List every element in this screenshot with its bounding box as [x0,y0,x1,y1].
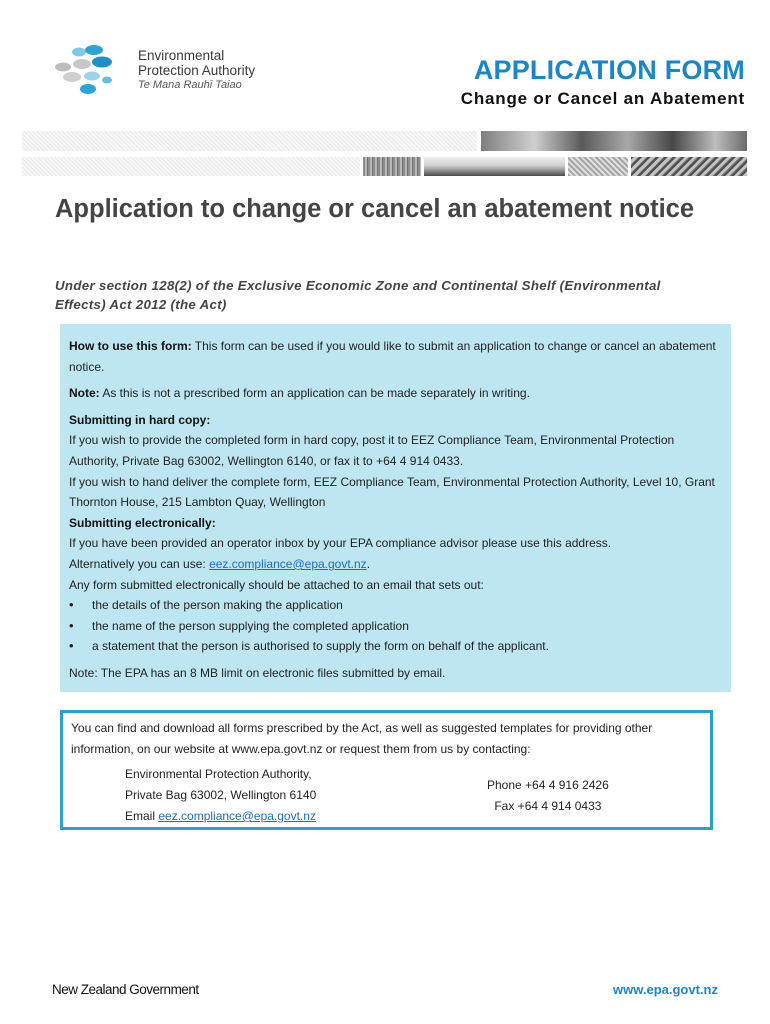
intro-text: This form can be used if you would like to submit an application to change or cancel an abatement notice. [69,339,716,374]
contact-email-line: Email eez.compliance@epa.govt.nz [125,809,316,823]
contact-intro: You can find and download all forms prescribed by the Act, as well as suggested templates for providing other information, on our website at www.epa.govt.nz or request them from us by contacting: [71,721,653,756]
list-item: • the details of the person making the application [69,595,722,616]
alternative-email: Alternatively you can use: eez.compliance@epa.govt.nz. [69,556,371,571]
page-subtitle: Under section 128(2) of the Exclusive Economic Zone and Continental Shelf (Environmental Effects) Act 2012 (the Act) [55,278,661,312]
contact-fax: Fax +64 4 914 0433 [494,799,602,813]
banner-photo-sky [424,157,565,176]
compliance-email-link[interactable]: eez.compliance@epa.govt.nz [209,556,367,571]
note-paragraph [69,383,722,404]
banner-photo-texture [363,157,421,176]
contact-email-link[interactable]: eez.compliance@epa.govt.nz [158,809,316,823]
contact-panel [60,710,713,830]
contact-address-block [125,764,316,827]
how-to-use-panel [60,324,731,692]
note-label: Note: [69,386,100,401]
page-title: Application to change or cancel an abatement notice [55,195,695,223]
contact-address: Private Bag 63002, Wellington 6140 [125,788,317,802]
footer-website-link[interactable]: www.epa.govt.nz [613,982,718,997]
email-intro: Any form submitted electronically should be attached to an email that sets out: [69,577,484,592]
banner-texture-strip [22,131,477,151]
hard-copy-post: If you wish to provide the completed form in hard copy, post it to EEZ Compliance Team, Environmental Protection Authority, Private Bag 63002, Wellington 6140, or fax it to +64 4 914 0433. [69,433,675,468]
form-subtitle: Change or Cancel an Abatement [460,89,745,108]
logo-text [138,48,255,93]
contact-phone-block [487,775,609,817]
list-item: • a statement that the person is authorised to supply the form on behalf of the applicant. [69,636,722,657]
form-title: APPLICATION FORM [473,55,745,85]
intro-label: How to use this form: [69,339,192,353]
logo-tagline: Te Mana Rauhī Taiao [138,79,242,91]
epa-logo-mark-icon [55,45,112,94]
electronic-inbox: If you have been provided an operator inbox by your EPA compliance advisor please use this address. [69,536,612,551]
file-size-note: Note: The EPA has an 8 MB limit on electronic files submitted by email. [69,665,446,680]
contact-phone: Phone +64 4 916 2426 [487,778,609,792]
hard-copy-deliver: If you wish to hand deliver the complete form, EEZ Compliance Team, Environmental Protection Authority, Level 10, Grant Thornton House, 215 Lambton Quay, Wellington [69,474,715,510]
list-item: • the name of the person supplying the completed application [69,616,722,637]
banner-texture-strip [22,157,360,176]
hard-copy-heading: Submitting in hard copy: [69,412,211,427]
email-requirements-list [69,595,722,657]
intro-paragraph [69,336,722,377]
banner-photo-clouds [481,131,747,151]
contact-org: Environmental Protection Authority, [125,767,312,781]
electronic-heading: Submitting electronically: [69,515,216,530]
logo-line-2: Protection Authority [138,63,256,78]
nz-government-logo: New Zealand Government [52,982,199,997]
note-text: As this is not a prescribed form an application can be made separately in writing. [99,386,530,401]
banner-photo-water [568,157,628,176]
banner-photo-fern [631,157,747,176]
logo-line-1: Environmental [138,48,225,63]
